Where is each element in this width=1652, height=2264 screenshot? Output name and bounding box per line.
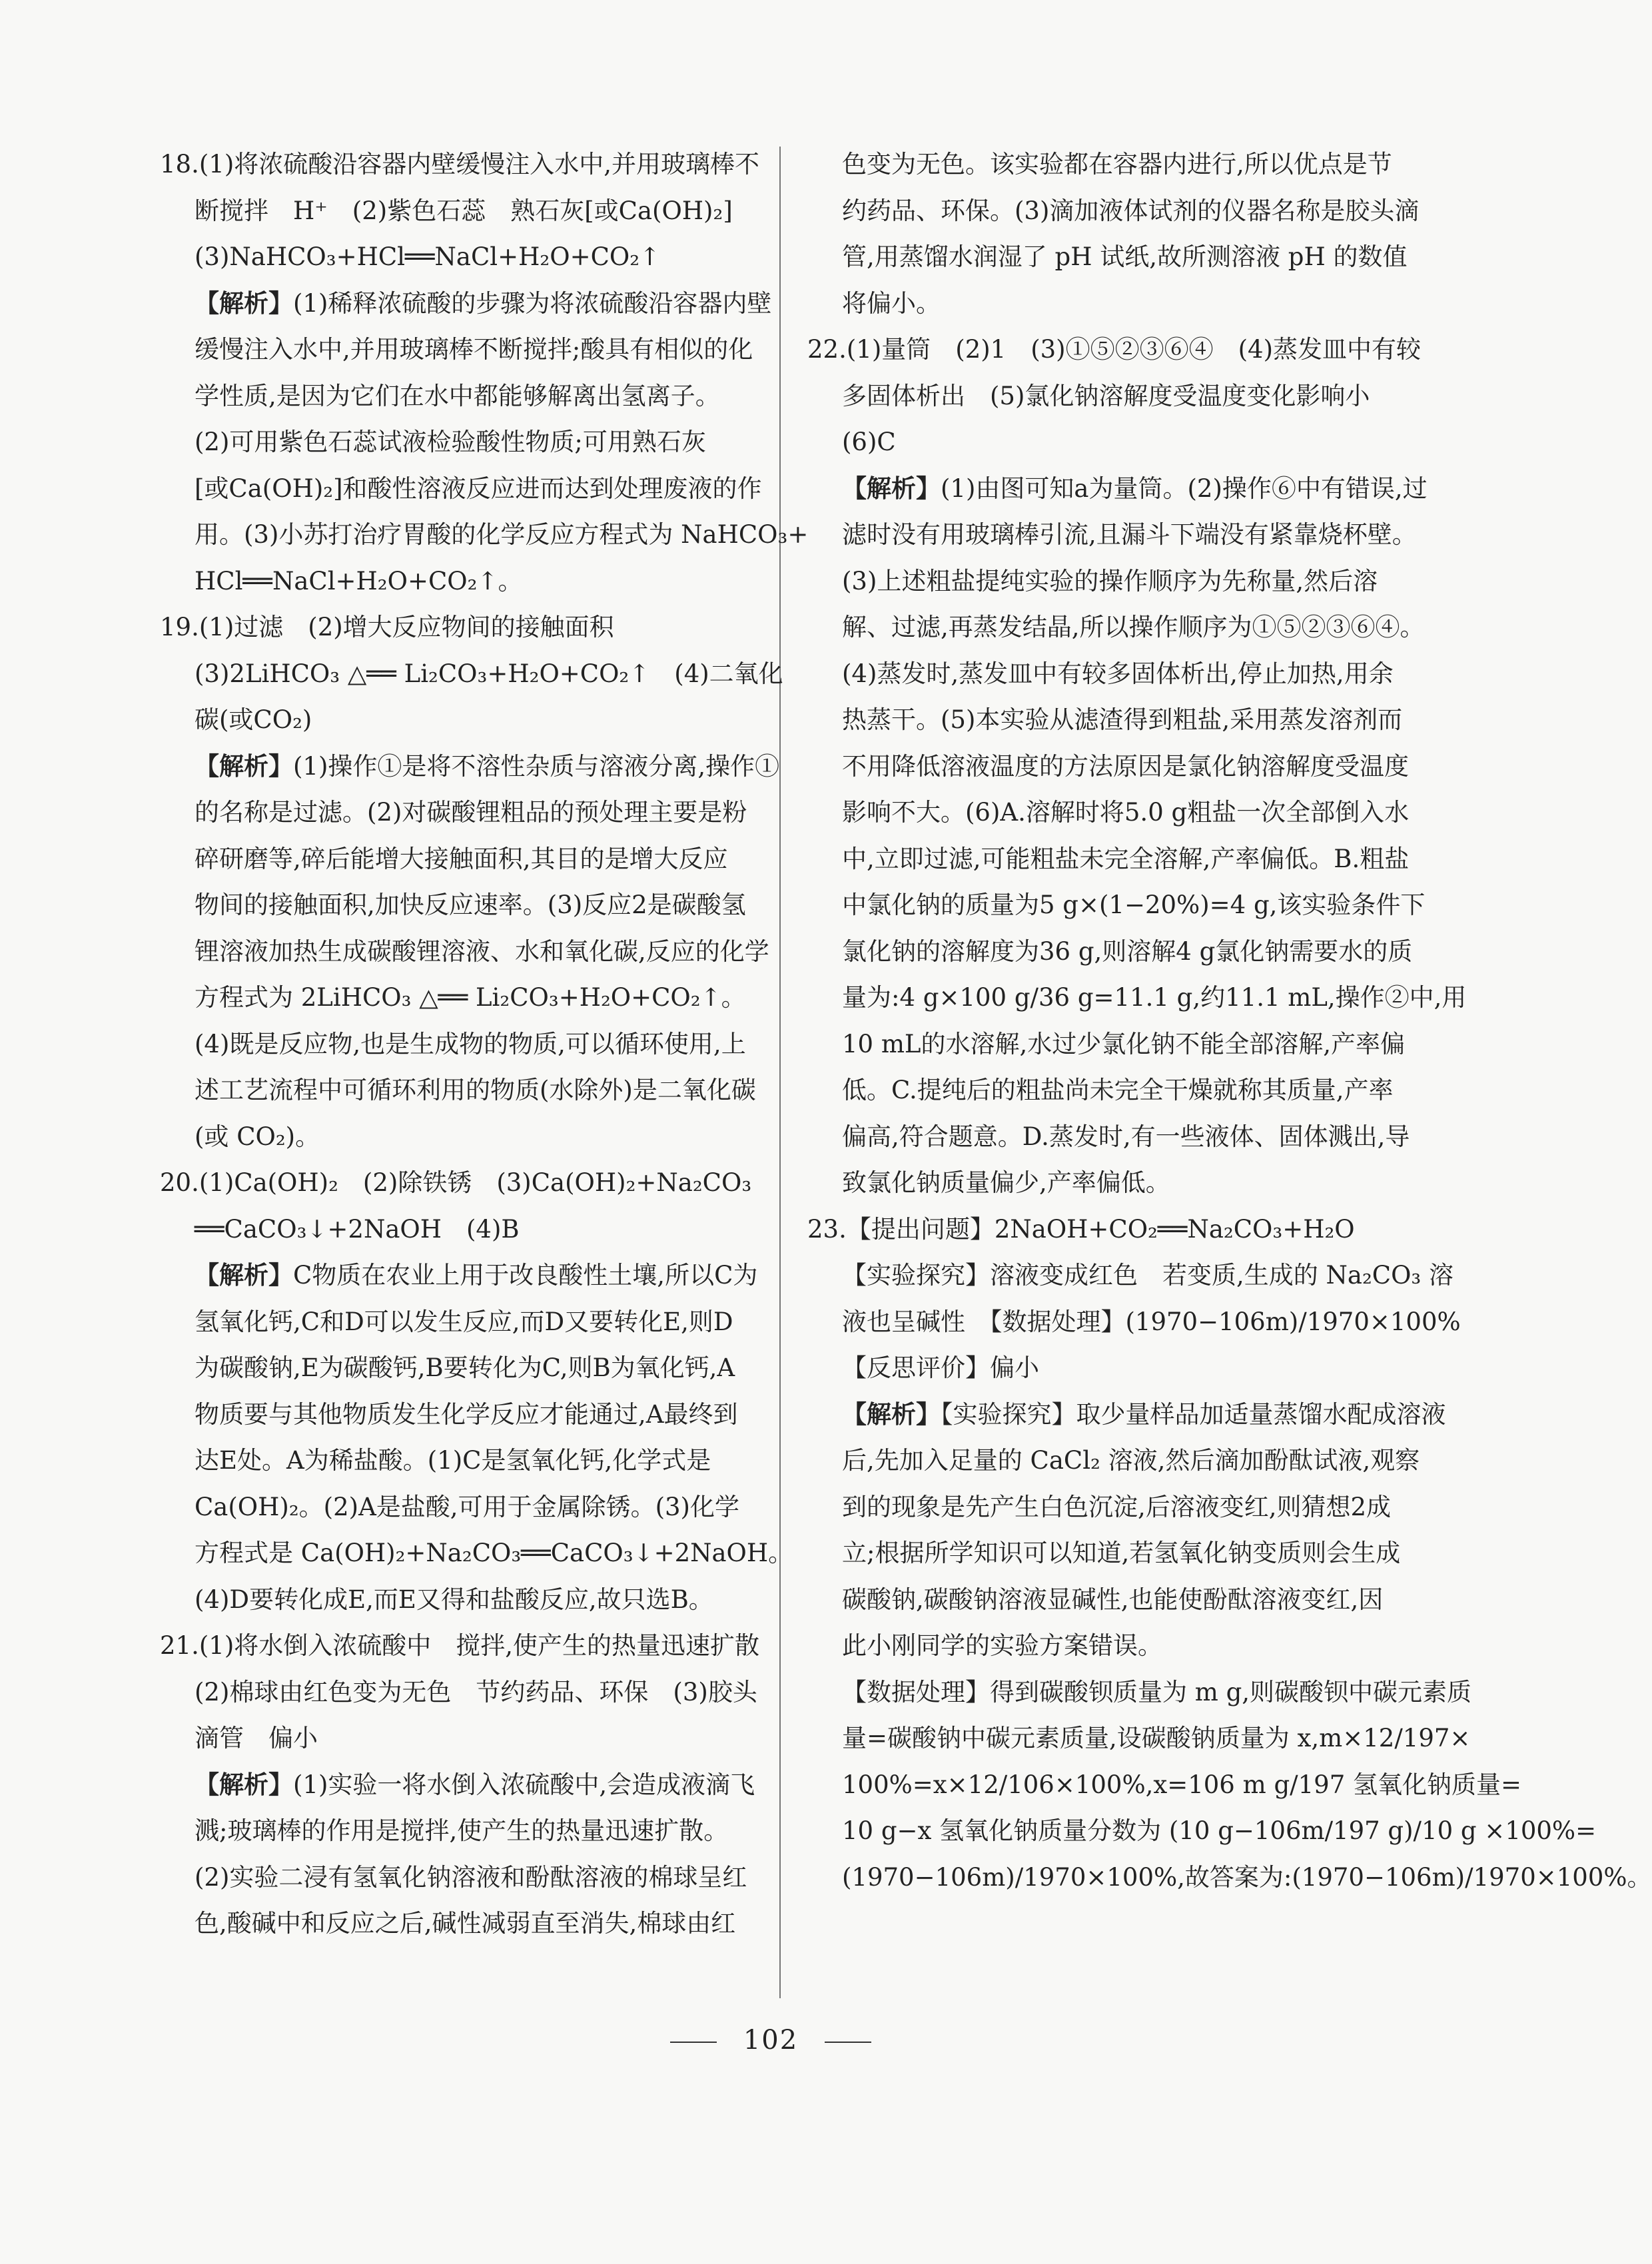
analysis-line: 热蒸干。(5)本实验从滤渣得到粗盐,采用蒸发溶剂而	[842, 705, 1403, 734]
analysis-line: 为碳酸钠,E为碳酸钙,B要转化为C,则B为氧化钙,A	[195, 1353, 735, 1382]
analysis-line: 色变为无色。该实验都在容器内进行,所以优点是节	[842, 150, 1392, 179]
analysis-line: 锂溶液加热生成碳酸锂溶液、水和氧化碳,反应的化学	[195, 937, 769, 966]
analysis-line	[807, 466, 1428, 512]
analysis-line: 方程式为 2LiHCO₃ △══ Li₂CO₃+H₂O+CO₂↑。	[195, 983, 746, 1012]
analysis-line: 的名称是过滤。(2)对碳酸锂粗品的预处理主要是粉	[195, 798, 747, 827]
analysis-line: 缓慢注入水中,并用玻璃棒不断搅拌;酸具有相似的化	[195, 335, 753, 364]
analysis-tag: 【解析】	[195, 1769, 293, 1799]
analysis-tag: 【解析】	[842, 1399, 941, 1429]
analysis-line: 达E处。A为稀盐酸。(1)C是氢氧化钙,化学式是	[195, 1446, 711, 1475]
answer-line: 【反思评价】偏小	[842, 1353, 1039, 1382]
analysis-line: 量为:4 g×100 g/36 g=11.1 g,约11.1 mL,操作②中,用	[842, 983, 1467, 1012]
answer-line: (2)棉球由红色变为无色 节约药品、环保 (3)胶头	[195, 1677, 757, 1706]
analysis-line: 物间的接触面积,加快反应速率。(3)反应2是碳酸氢	[195, 891, 746, 919]
analysis-line: 10 g−x 氢氧化钠质量分数为 (10 g−106m/197 g)/10 g ×100%=	[842, 1816, 1597, 1845]
analysis-line: 偏高,符合题意。D.蒸发时,有一些液体、固体溅出,导	[842, 1122, 1410, 1151]
page-number-dash-right	[825, 2042, 871, 2043]
answer-line: 21.(1)将水倒入浓硫酸中 搅拌,使产生的热量迅速扩散	[160, 1631, 760, 1660]
analysis-line: 述工艺流程中可循环利用的物质(水除外)是二氧化碳	[195, 1076, 756, 1104]
analysis-line: 此小刚同学的实验方案错误。	[842, 1631, 1162, 1660]
analysis-line: (4)D要转化成E,而E又得和盐酸反应,故只选B。	[195, 1585, 713, 1614]
answer-20	[160, 1160, 793, 1623]
analysis-line: 管,用蒸馏水润湿了 pH 试纸,故所测溶液 pH 的数值	[842, 242, 1408, 271]
answer-23	[807, 1206, 1652, 1901]
analysis-tag: 【解析】	[195, 1260, 293, 1290]
analysis-line	[807, 1391, 1446, 1438]
analysis-line	[160, 1252, 759, 1299]
analysis-line: 影响不大。(6)A.溶解时将5.0 g粗盐一次全部倒入水	[842, 798, 1410, 827]
analysis-line: 氢氧化钙,C和D可以发生反应,而D又要转化E,则D	[195, 1307, 733, 1336]
analysis-line: 约药品、环保。(3)滴加液体试剂的仪器名称是胶头滴	[842, 196, 1420, 225]
analysis-line: 中,立即过滤,可能粗盐未完全溶解,产率偏低。B.粗盐	[842, 844, 1410, 873]
analysis-line: 【数据处理】得到碳酸钡质量为 m g,则碳酸钡中碳元素质	[842, 1677, 1472, 1706]
answer-18	[160, 141, 809, 604]
analysis-line: 后,先加入足量的 CaCl₂ 溶液,然后滴加酚酞试液,观察	[842, 1446, 1420, 1475]
answer-line: (3)2LiHCO₃ △══ Li₂CO₃+H₂O+CO₂↑ (4)二氧化	[195, 659, 783, 688]
analysis-line	[160, 280, 772, 327]
analysis-line: 量=碳酸钠中碳元素质量,设碳酸钠质量为 x,m×12/197×	[842, 1724, 1471, 1752]
answer-22	[807, 326, 1467, 1206]
analysis-line: 物质要与其他物质发生化学反应才能通过,A最终到	[195, 1399, 738, 1429]
analysis-text: C物质在农业上用于改良酸性土壤,所以C为	[293, 1261, 758, 1290]
answer-line: ══CaCO₃↓+2NaOH (4)B	[195, 1214, 520, 1244]
page-number	[0, 2025, 1541, 2056]
right-column	[807, 141, 1652, 1900]
answer-line: 滴管 偏小	[195, 1724, 318, 1752]
analysis-line: 色,酸碱中和反应之后,碱性减弱直至消失,棉球由红	[195, 1909, 736, 1938]
page-number-dash-left	[670, 2042, 717, 2043]
answer-21	[160, 1623, 759, 1947]
analysis-line: (3)上述粗盐提纯实验的操作顺序为先称量,然后溶	[842, 566, 1378, 595]
column-divider	[779, 147, 781, 1998]
answer-line: 碳(或CO₂)	[195, 705, 312, 734]
analysis-line: 不用降低溶液温度的方法原因是氯化钠溶解度受温度	[842, 751, 1409, 781]
analysis-line: 碳酸钠,碳酸钠溶液显碱性,也能使酚酞溶液变红,因	[842, 1585, 1384, 1614]
analysis-tag: 【解析】	[195, 288, 293, 318]
analysis-line: 致氯化钠质量偏少,产率偏低。	[842, 1168, 1170, 1197]
analysis-text: (1)实验一将水倒入浓硫酸中,会造成液滴飞	[293, 1770, 755, 1799]
analysis-line: 用。(3)小苏打治疗胃酸的化学反应方程式为 NaHCO₃+	[195, 520, 809, 549]
answer-21-continued	[807, 141, 1420, 326]
analysis-text: (1)操作①是将不溶性杂质与溶液分离,操作①	[293, 751, 780, 781]
analysis-line: 到的现象是先产生白色沉淀,后溶液变红,则猜想2成	[842, 1492, 1392, 1521]
answer-line: 22.(1)量筒 (2)1 (3)①⑤②③⑥④ (4)蒸发皿中有较	[807, 335, 1422, 364]
answer-line: 18.(1)将浓硫酸沿容器内壁缓慢注入水中,并用玻璃棒不	[160, 150, 760, 179]
analysis-line: 立;根据所学知识可以知道,若氢氧化钠变质则会生成	[842, 1539, 1401, 1567]
analysis-line: (或 CO₂)。	[195, 1122, 320, 1151]
answer-line: 19.(1)过滤 (2)增大反应物间的接触面积	[160, 613, 614, 641]
analysis-line: 滤时没有用玻璃棒引流,且漏斗下端没有紧靠烧杯壁。	[842, 520, 1417, 549]
answer-line: 23.【提出问题】2NaOH+CO₂══Na₂CO₃+H₂O	[807, 1214, 1355, 1244]
analysis-line: 100%=x×12/106×100%,x=106 m g/197 氢氧化钠质量=	[842, 1770, 1521, 1799]
analysis-line: 解、过滤,再蒸发结晶,所以操作顺序为①⑤②③⑥④。	[842, 613, 1425, 641]
analysis-line: 碎研磨等,碎后能增大接触面积,其目的是增大反应	[195, 844, 728, 873]
analysis-line: 方程式是 Ca(OH)₂+Na₂CO₃══CaCO₃↓+2NaOH。	[195, 1539, 793, 1567]
analysis-line: 学性质,是因为它们在水中都能够解离出氢离子。	[195, 381, 720, 410]
analysis-line	[160, 743, 780, 790]
answer-line: (6)C	[842, 428, 896, 456]
answer-line: 多固体析出 (5)氯化钠溶解度受温度变化影响小	[842, 381, 1370, 410]
analysis-line: (1970−106m)/1970×100%,故答案为:(1970−106m)/1970×100%。	[842, 1862, 1652, 1892]
left-column	[160, 141, 809, 1947]
analysis-tag: 【解析】	[195, 751, 293, 781]
analysis-line: Ca(OH)₂。(2)A是盐酸,可用于金属除锈。(3)化学	[195, 1492, 739, 1521]
analysis-tag: 【解析】	[842, 473, 941, 503]
analysis-text: 【实验探究】取少量样品加适量蒸馏水配成溶液	[941, 1399, 1446, 1429]
analysis-line: (4)既是反应物,也是生成物的物质,可以循环使用,上	[195, 1029, 746, 1058]
analysis-line: [或Ca(OH)₂]和酸性溶液反应进而达到处理废液的作	[195, 474, 762, 503]
analysis-line: (2)可用紫色石蕊试液检验酸性物质;可用熟石灰	[195, 428, 706, 456]
analysis-text: (1)稀释浓硫酸的步骤为将浓硫酸沿容器内壁	[293, 288, 772, 318]
answer-line: 20.(1)Ca(OH)₂ (2)除铁锈 (3)Ca(OH)₂+Na₂CO₃	[160, 1168, 752, 1197]
page-number-text: 102	[743, 2025, 799, 2056]
analysis-line: (4)蒸发时,蒸发皿中有较多固体析出,停止加热,用余	[842, 659, 1394, 688]
analysis-line: 低。C.提纯后的粗盐尚未完全干燥就称其质量,产率	[842, 1076, 1394, 1104]
answer-line: 液也呈碱性 【数据处理】(1970−106m)/1970×100%	[842, 1307, 1461, 1336]
analysis-line: 将偏小。	[842, 288, 941, 318]
analysis-line: (2)实验二浸有氢氧化钠溶液和酚酞溶液的棉球呈红	[195, 1862, 747, 1892]
analysis-line: 溅;玻璃棒的作用是搅拌,使产生的热量迅速扩散。	[195, 1816, 729, 1845]
analysis-line: 10 mL的水溶解,水过少氯化钠不能全部溶解,产率偏	[842, 1029, 1406, 1058]
answer-line: 【实验探究】溶液变成红色 若变质,生成的 Na₂CO₃ 溶	[842, 1261, 1454, 1290]
analysis-line	[160, 1762, 759, 1808]
analysis-line: 氯化钠的溶解度为36 g,则溶解4 g氯化钠需要水的质	[842, 937, 1413, 966]
analysis-line: HCl══NaCl+H₂O+CO₂↑。	[195, 566, 523, 595]
analysis-line: 中氯化钠的质量为5 g×(1−20%)=4 g,该实验条件下	[842, 891, 1426, 919]
analysis-text: (1)由图可知a为量筒。(2)操作⑥中有错误,过	[941, 474, 1428, 503]
answer-line: (3)NaHCO₃+HCl══NaCl+H₂O+CO₂↑	[195, 242, 661, 271]
answer-line: 断搅拌 H⁺ (2)紫色石蕊 熟石灰[或Ca(OH)₂]	[195, 196, 733, 225]
answer-19	[160, 604, 783, 1160]
